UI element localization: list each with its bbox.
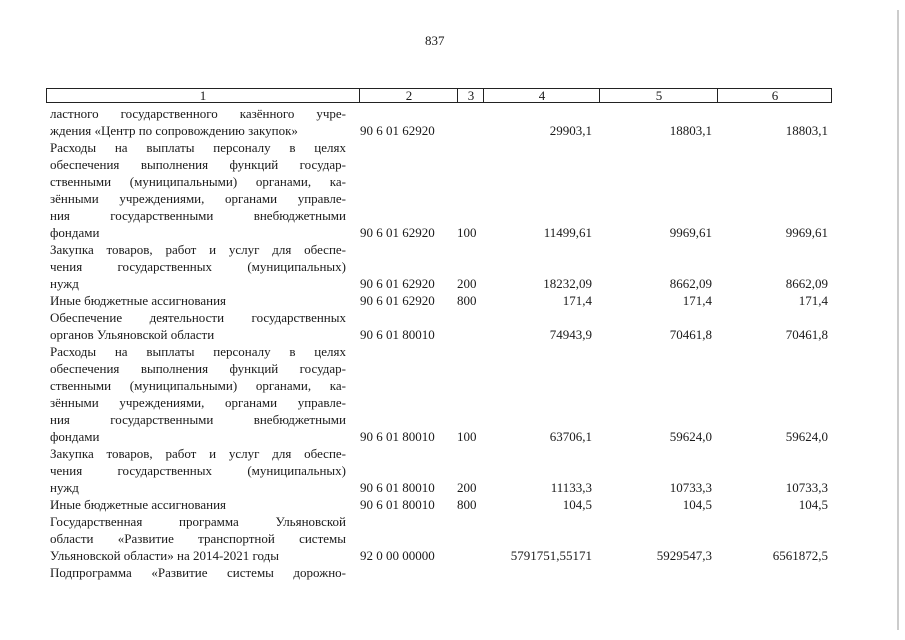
description-line: органов Ульяновской области: [50, 327, 215, 342]
description-line: Государственная программа Ульяновской: [50, 514, 346, 529]
description-line: Закупка товаров, работ и услуг для обеспе-: [50, 446, 346, 461]
description-line: ственными (муниципальными) органами, ка-: [50, 378, 346, 393]
row-amount-col4: 18232,09: [543, 276, 592, 291]
description-line: Иные бюджетные ассигнования: [50, 497, 227, 512]
row-amount-col6: 6561872,5: [772, 548, 828, 563]
description-line: Закупка товаров, работ и услуг для обеспе-: [50, 242, 346, 257]
row-amount-col6: 18803,1: [785, 123, 828, 138]
row-amount-col4: 104,5: [562, 497, 592, 512]
row-amount-col4: 74943,9: [549, 327, 592, 342]
row-amount-col6: 10733,3: [785, 480, 828, 495]
description-line: Подпрограмма «Развитие системы дорожно-: [50, 565, 346, 580]
row-amount-col6: 59624,0: [785, 429, 828, 444]
table-header-row: [46, 88, 832, 103]
row-amount-col4: 11499,61: [543, 225, 592, 240]
description-line: Иные бюджетные ассигнования: [50, 293, 227, 308]
row-amount-col5: 18803,1: [669, 123, 712, 138]
row-expense-type: 200: [457, 276, 477, 291]
row-amount-col5: 70461,8: [669, 327, 712, 342]
row-amount-col5: 10733,3: [669, 480, 712, 495]
row-amount-col5: 171,4: [682, 293, 712, 308]
row-code: 90 6 01 80010: [360, 327, 435, 342]
header-col-5: 5: [599, 89, 718, 102]
row-amount-col6: 104,5: [798, 497, 828, 512]
row-amount-col5: 9969,61: [669, 225, 712, 240]
row-amount-col4: 5791751,55171: [510, 548, 592, 563]
header-col-2: 2: [359, 89, 458, 102]
description-line: нужд: [50, 276, 79, 291]
row-code: 90 6 01 80010: [360, 480, 435, 495]
scan-edge: [897, 10, 899, 630]
header-col-3: 3: [457, 89, 484, 102]
description-line: чения государственных (муниципальных): [50, 463, 346, 478]
description-line: Расходы на выплаты персоналу в целях: [50, 140, 346, 155]
row-expense-type: 800: [457, 293, 477, 308]
row-amount-col6: 171,4: [798, 293, 828, 308]
description-line: зёнными учреждениями, органами управле-: [50, 191, 346, 206]
description-line: Ульяновской области» на 2014-2021 годы: [50, 548, 280, 563]
row-code: 90 6 01 80010: [360, 497, 435, 512]
description-line: обеспечения выполнения функций государ-: [50, 361, 346, 376]
row-amount-col4: 29903,1: [549, 123, 592, 138]
row-amount-col5: 5929547,3: [656, 548, 712, 563]
description-line: фондами: [50, 225, 100, 240]
row-amount-col4: 11133,3: [550, 480, 592, 495]
row-expense-type: 100: [457, 225, 477, 240]
header-col-4: 4: [483, 89, 600, 102]
row-code: 90 6 01 80010: [360, 429, 435, 444]
description-line: Расходы на выплаты персоналу в целях: [50, 344, 346, 359]
row-expense-type: 800: [457, 497, 477, 512]
header-col-6: 6: [717, 89, 832, 102]
row-code: 92 0 00 00000: [360, 548, 435, 563]
description-line: нужд: [50, 480, 79, 495]
row-amount-col6: 70461,8: [785, 327, 828, 342]
description-line: зёнными учреждениями, органами управле-: [50, 395, 346, 410]
row-expense-type: 100: [457, 429, 477, 444]
description-line: ния государственными внебюджетными: [50, 412, 346, 427]
description-line: ния государственными внебюджетными: [50, 208, 346, 223]
description-line: чения государственных (муниципальных): [50, 259, 346, 274]
description-line: ственными (муниципальными) органами, ка-: [50, 174, 346, 189]
row-code: 90 6 01 62920: [360, 293, 435, 308]
description-line: области «Развитие транспортной системы: [50, 531, 346, 546]
row-code: 90 6 01 62920: [360, 276, 435, 291]
row-code: 90 6 01 62920: [360, 123, 435, 138]
row-amount-col5: 59624,0: [669, 429, 712, 444]
row-code: 90 6 01 62920: [360, 225, 435, 240]
description-line: ждения «Центр по сопровождению закупок»: [50, 123, 298, 138]
description-line: фондами: [50, 429, 100, 444]
header-col-1: 1: [199, 88, 207, 103]
description-line: Обеспечение деятельности государственных: [50, 310, 346, 325]
row-amount-col6: 9969,61: [785, 225, 828, 240]
page-number: 837: [425, 33, 445, 48]
description-line: обеспечения выполнения функций государ-: [50, 157, 346, 172]
description-line: ластного государственного казённого учре-: [50, 106, 346, 121]
row-amount-col6: 8662,09: [785, 276, 828, 291]
row-amount-col4: 63706,1: [549, 429, 592, 444]
row-amount-col4: 171,4: [562, 293, 592, 308]
row-amount-col5: 104,5: [682, 497, 712, 512]
row-expense-type: 200: [457, 480, 477, 495]
row-amount-col5: 8662,09: [669, 276, 712, 291]
